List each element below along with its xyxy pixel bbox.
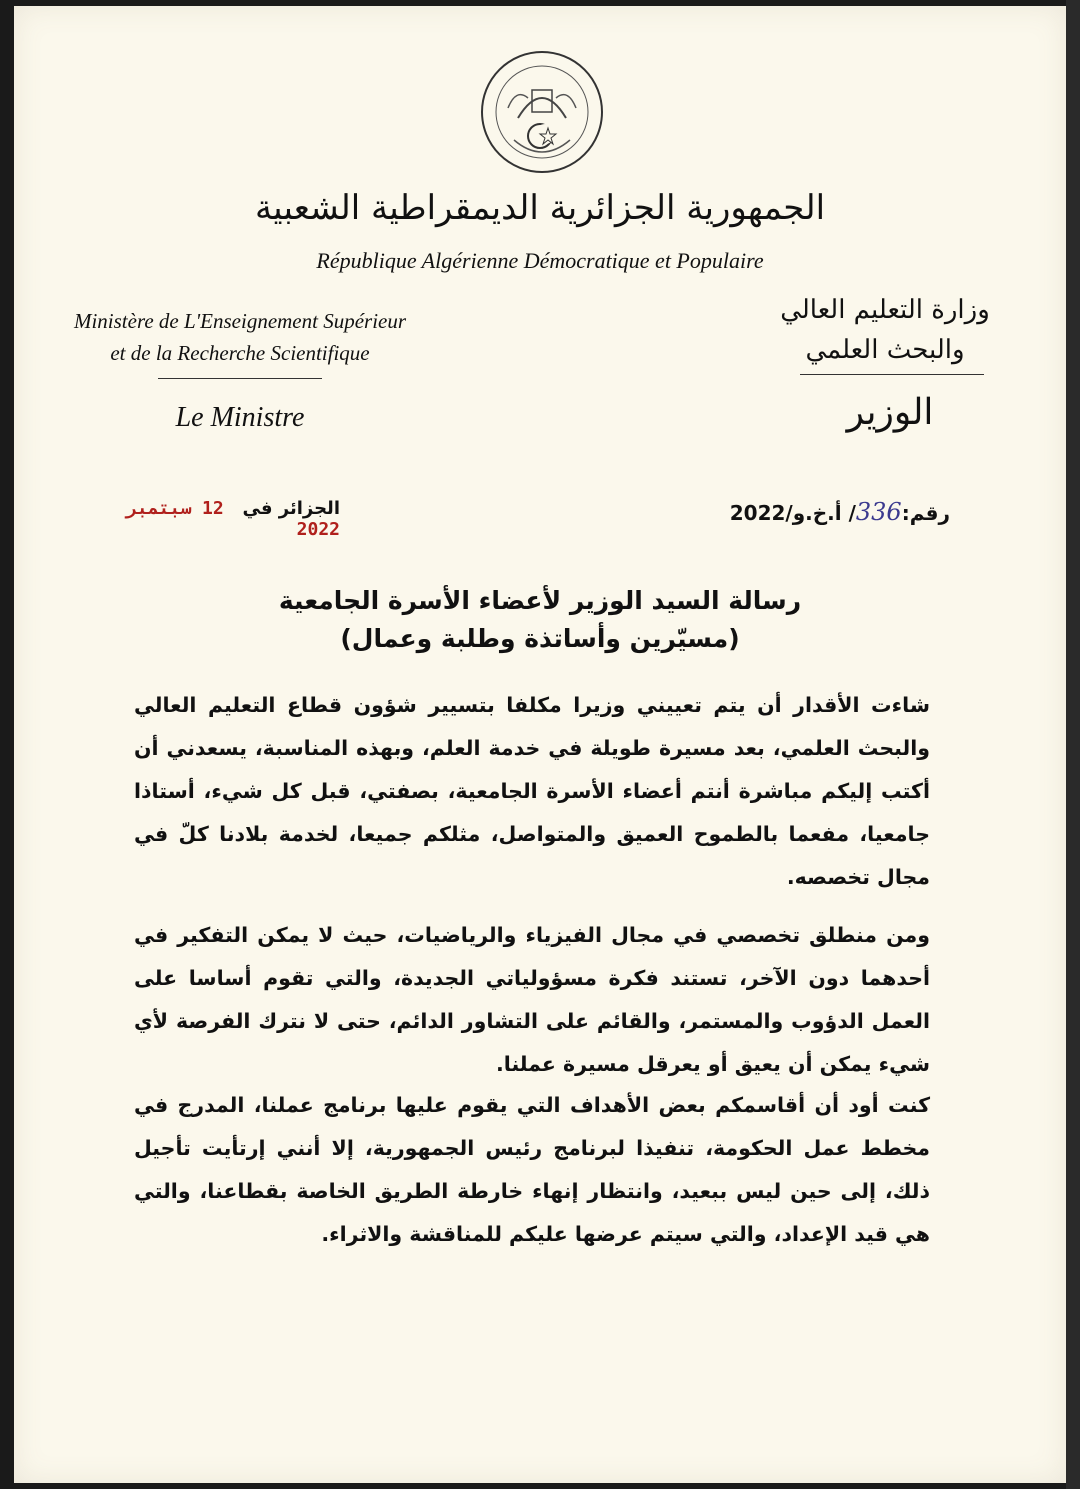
reference-suffix: / أ.خ.و/2022 xyxy=(729,501,856,525)
reference-number: 336 xyxy=(855,498,902,526)
national-emblem-seal xyxy=(478,48,606,176)
reference-line xyxy=(680,498,950,526)
body-paragraph-3: كنت أود أن أقاسمكم بعض الأهداف التي يقوم عليها برنامج عملنا، المدرج في مخطط عمل الحكومة، تنفيذا لبرنامج رئيس الجمهورية، إلا أنني إرتأيت تأجيل ذلك، إلى حين ليس ببعيد، وانتظار إنهاء خارطة الطريق الخاصة بقطاعنا، والتي هي قيد الإعداد، والتي سيتم عرضها عليكم للمناقشة والاثراء. xyxy=(134,1093,930,1246)
divider-french xyxy=(158,378,322,379)
minister-title-arabic: الوزير xyxy=(846,392,934,433)
ministry-name-arabic xyxy=(740,290,1030,370)
date-line xyxy=(80,498,340,540)
title-line1: رسالة السيد الوزير لأعضاء الأسرة الجامعية xyxy=(278,586,802,615)
ministry-ar-line2: والبحث العلمي xyxy=(805,335,965,365)
body-paragraph-1: شاءت الأقدار أن يتم تعييني وزيرا مكلفا بتسيير شؤون قطاع التعليم العالي والبحث العلمي، بعد مسيرة طويلة في خدمة العلم، وبهذه المناسبة، يسعدني أن أكتب إليكم مباشرة أنتم أعضاء الأسرة الجامعية، بصفتي، قبل كل شيء، أستاذا جامعيا، مفعما بالطموح العميق والمتواصل، مثلكم جميعا، لخدمة بلادنا كلّ في مجال تخصصه. xyxy=(134,693,930,889)
ministry-fr-line1: Ministère de L'Enseignement Supérieur xyxy=(73,309,407,333)
title-line2: (مسيّرين وأساتذة وطلبة وعمال) xyxy=(340,624,740,653)
reference-label: رقم: xyxy=(901,501,950,525)
ministry-ar-line1: وزارة التعليم العالي xyxy=(780,295,990,325)
republic-name-french: République Algérienne Démocratique et Populaire xyxy=(316,248,764,273)
ministry-name-french xyxy=(30,305,450,369)
ministry-fr-line2: et de la Recherche Scientifique xyxy=(110,341,370,365)
scan-border xyxy=(1066,0,1080,1489)
body-paragraph-2: ومن منطلق تخصصي في مجال الفيزياء والرياضيات، حيث لا يمكن التفكير في أحدهما دون الآخر، تستند فكرة مسؤولياتي الجديدة، والتي تقوم أساسا على العمل الدؤوب والمستمر، والقائم على التشاور الدائم، حتى لا نترك الفرصة لأي شيء يمكن أن يعيق أو يعرقل مسيرة عملنا. xyxy=(134,923,930,1076)
minister-title-french: Le Ministre xyxy=(175,402,305,433)
date-stamp: 12 سبتمبر 2022 xyxy=(126,498,340,540)
republic-name-arabic: الجمهورية الجزائرية الديمقراطية الشعبية xyxy=(254,188,826,228)
date-label: الجزائر في xyxy=(242,498,340,519)
divider-arabic xyxy=(800,374,984,375)
letter-title xyxy=(200,582,880,658)
